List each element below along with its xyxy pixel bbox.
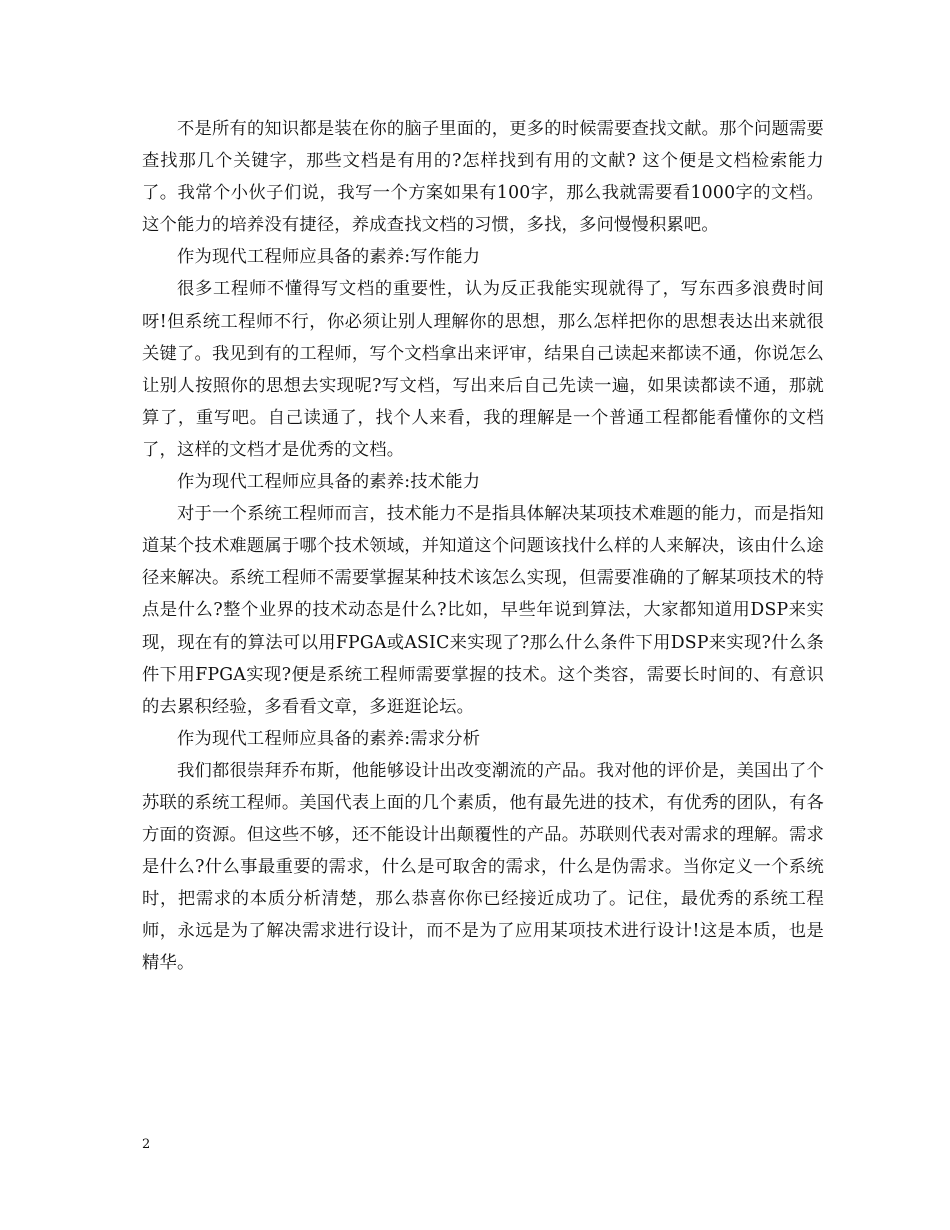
paragraph-writing: 很多工程师不懂得写文档的重要性，认为反正我能实现就得了，写东西多浪费时间呀!但系统工程师不行，你必须让别人理解你的思想，那么怎样把你的思想表达出来就很关键了。我见到有的工程师，写个文档拿出来评审，结果自己读起来都读不通，你说怎么让别人按照你的思想去实现呢?写文档，写出来后自己先读一遍，如果读都读不通，那就算了，重写吧。自己读通了，找个人来看，我的理解是一个普通工程都能看懂你的文档了，这样的文档才是优秀的文档。 <box>142 279 824 460</box>
paragraph-document-retrieval: 不是所有的知识都是装在你的脑子里面的，更多的时候需要查找文献。那个问题需要查找那几个关键字，那些文档是有用的?怎样找到有用的文献? 这个便是文档检索能力了。我常个小伙子们说，我写一个方案如果有100字，那么我就需要看1000字的文档。这个能力的培养没有捷径，养成查找文档的习惯，多找，多问慢慢积累吧。 <box>142 119 824 236</box>
section-heading-requirements: 作为现代工程师应具备的素养:需求分析 <box>177 728 481 749</box>
section-heading-technical: 作为现代工程师应具备的素养:技术能力 <box>177 472 481 493</box>
paragraph-technical: 对于一个系统工程师而言，技术能力不是指具体解决某项技术难题的能力，而是指知道某个技术难题属于哪个技术领域，并知道这个问题该找什么样的人来解决，该由什么途径来解决。系统工程师不需要掌握某种技术该怎么实现，但需要准确的了解某项技术的特点是什么?整个业界的技术动态是什么?比如，早些年说到算法，大家都知道用DSP来实现，现在有的算法可以用FPGA或ASIC来实现了?那么什么条件下用DSP来实现?什么条件下用FPGA实现?便是系统工程师需要掌握的技术。这个类容，需要长时间的、有意识的去累积经验，多看看文章，多逛逛论坛。 <box>142 504 824 717</box>
paragraph-requirements: 我们都很崇拜乔布斯，他能够设计出改变潮流的产品。我对他的评价是，美国出了个苏联的系统工程师。美国代表上面的几个素质，他有最先进的技术，有优秀的团队，有各方面的资源。但这些不够，还不能设计出颠覆性的产品。苏联则代表对需求的理解。需求是什么?什么事最重要的需求，什么是可取舍的需求，什么是伪需求。当你定义一个系统时，把需求的本质分析清楚，那么恭喜你你已经接近成功了。记住，最优秀的系统工程师，永远是为了解决需求进行设计，而不是为了应用某项技术进行设计!这是本质，也是精华。 <box>142 760 824 974</box>
document-body <box>142 113 824 980</box>
page-number: 2 <box>142 1137 151 1152</box>
section-heading-writing: 作为现代工程师应具备的素养:写作能力 <box>177 247 481 268</box>
